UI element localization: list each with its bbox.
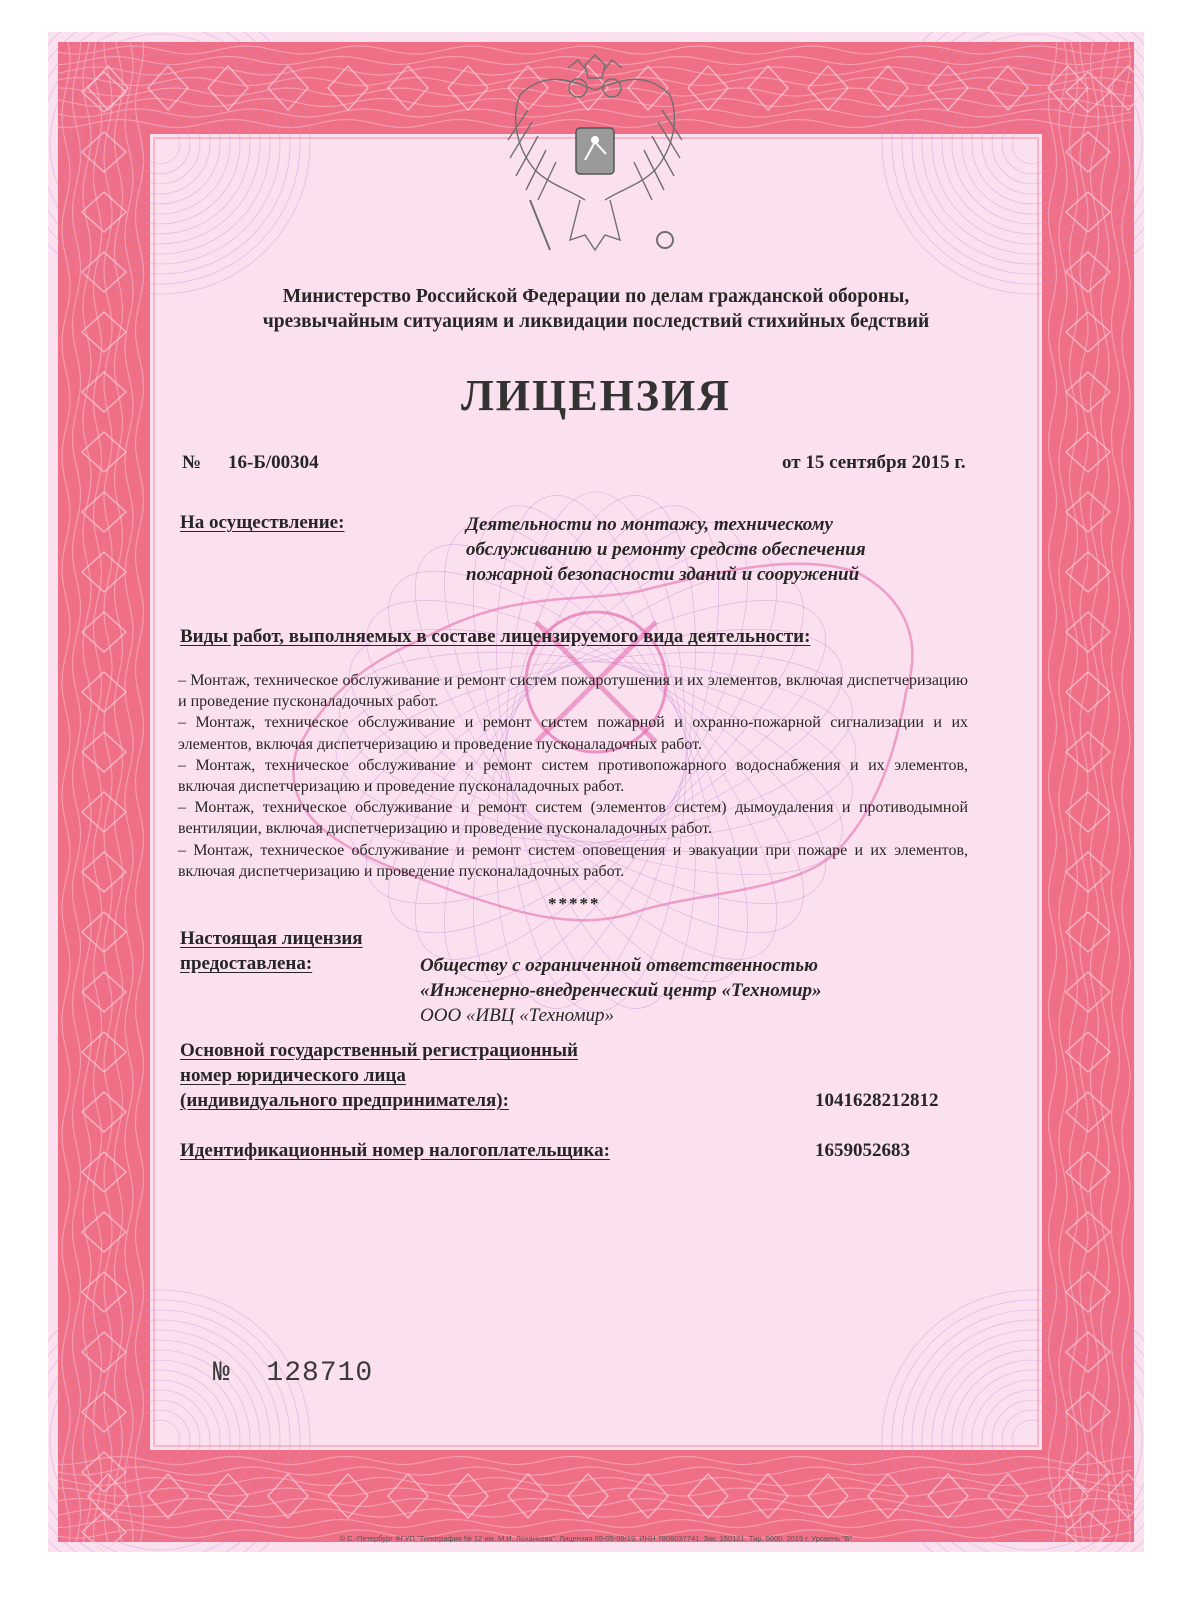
coat-of-arms-emblem xyxy=(490,50,700,270)
activity-line: обслуживанию и ремонту средств обеспечения xyxy=(466,539,866,560)
activity-line: Деятельности по монтажу, техническому xyxy=(466,514,833,535)
license-date: от 15 сентября 2015 г. xyxy=(782,452,966,473)
number-label: № xyxy=(182,452,202,473)
license-title: ЛИЦЕНЗИЯ xyxy=(460,371,732,420)
ogrn-value: 1041628212812 xyxy=(815,1090,939,1111)
work-item: – Монтаж, техническое обслуживание и ремонт систем противопожарного водоснабжения и их элементов, включая диспетчеризацию и проведение пусконаладочных работ. xyxy=(178,756,968,796)
holder-short-name: ООО «ИВЦ «Техномир» xyxy=(420,1005,615,1026)
license-number: 16-Б/00304 xyxy=(228,452,319,473)
ogrn-label-line-3: (индивидуального предпринимателя): xyxy=(180,1090,509,1111)
holder-name-line: «Инженерно-внедренческий центр «Техномир» xyxy=(420,980,822,1001)
holder-label-line-2: предоставлена: xyxy=(180,953,313,974)
ministry-line-1: Министерство Российской Федерации по делам гражданской обороны, xyxy=(282,286,910,307)
works-heading: Виды работ, выполняемых в составе лицензируемого вида деятельности: xyxy=(180,626,811,647)
inn-label: Идентификационный номер налогоплательщика: xyxy=(180,1140,610,1161)
serial-label: № xyxy=(213,1358,231,1389)
activity-text xyxy=(466,512,986,587)
work-item: – Монтаж, техническое обслуживание и ремонт систем пожаротушения и их элементов, включая диспетчеризацию и проведение пусконаладочных работ. xyxy=(178,672,968,711)
serial-number xyxy=(213,1358,373,1389)
license-sheet xyxy=(48,32,1144,1552)
ogrn-label-line-2: номер юридического лица xyxy=(180,1065,406,1086)
work-item: – Монтаж, техническое обслуживание и ремонт систем (элементов систем) дымоудаления и противодымной вентиляции, включая диспетчеризацию и проведение пусконаладочных работ. xyxy=(178,799,968,838)
ministry-line-2: чрезвычайным ситуациям и ликвидации последствий стихийных бедствий xyxy=(262,311,930,332)
inn-value: 1659052683 xyxy=(815,1140,910,1161)
activity-label: На осуществление: xyxy=(180,512,345,533)
printer-imprint: © С.-Петербург ФГУП "Типография № 12 им. М.И. Лоханкова". Лицензия 05-05-09/19. ИНН 7808037741. Зак. 150121. Тир. 5000. 2015 г. Уровень "Б" xyxy=(339,1534,853,1543)
holder-label-line-1: Настоящая лицензия xyxy=(180,928,363,949)
activity-line: пожарной безопасности зданий и сооружений xyxy=(466,564,860,585)
ogrn-label-line-1: Основной государственный регистрационный xyxy=(180,1040,579,1061)
works-list xyxy=(178,670,968,882)
work-item: – Монтаж, техническое обслуживание и ремонт систем оповещения и эвакуации при пожаре и их элементов, включая диспетчеризацию и проведение пусконаладочных работ. xyxy=(178,841,968,880)
work-item: – Монтаж, техническое обслуживание и ремонт систем пожарной и охранно-пожарной сигнализации и их элементов, включая диспетчеризацию и проведение пусконаладочных работ. xyxy=(178,714,968,753)
separator-stars: ***** xyxy=(548,894,601,913)
holder-name xyxy=(420,953,980,1028)
holder-name-line: Обществу с ограниченной ответственностью xyxy=(420,955,818,976)
serial-value: 128710 xyxy=(266,1358,374,1389)
